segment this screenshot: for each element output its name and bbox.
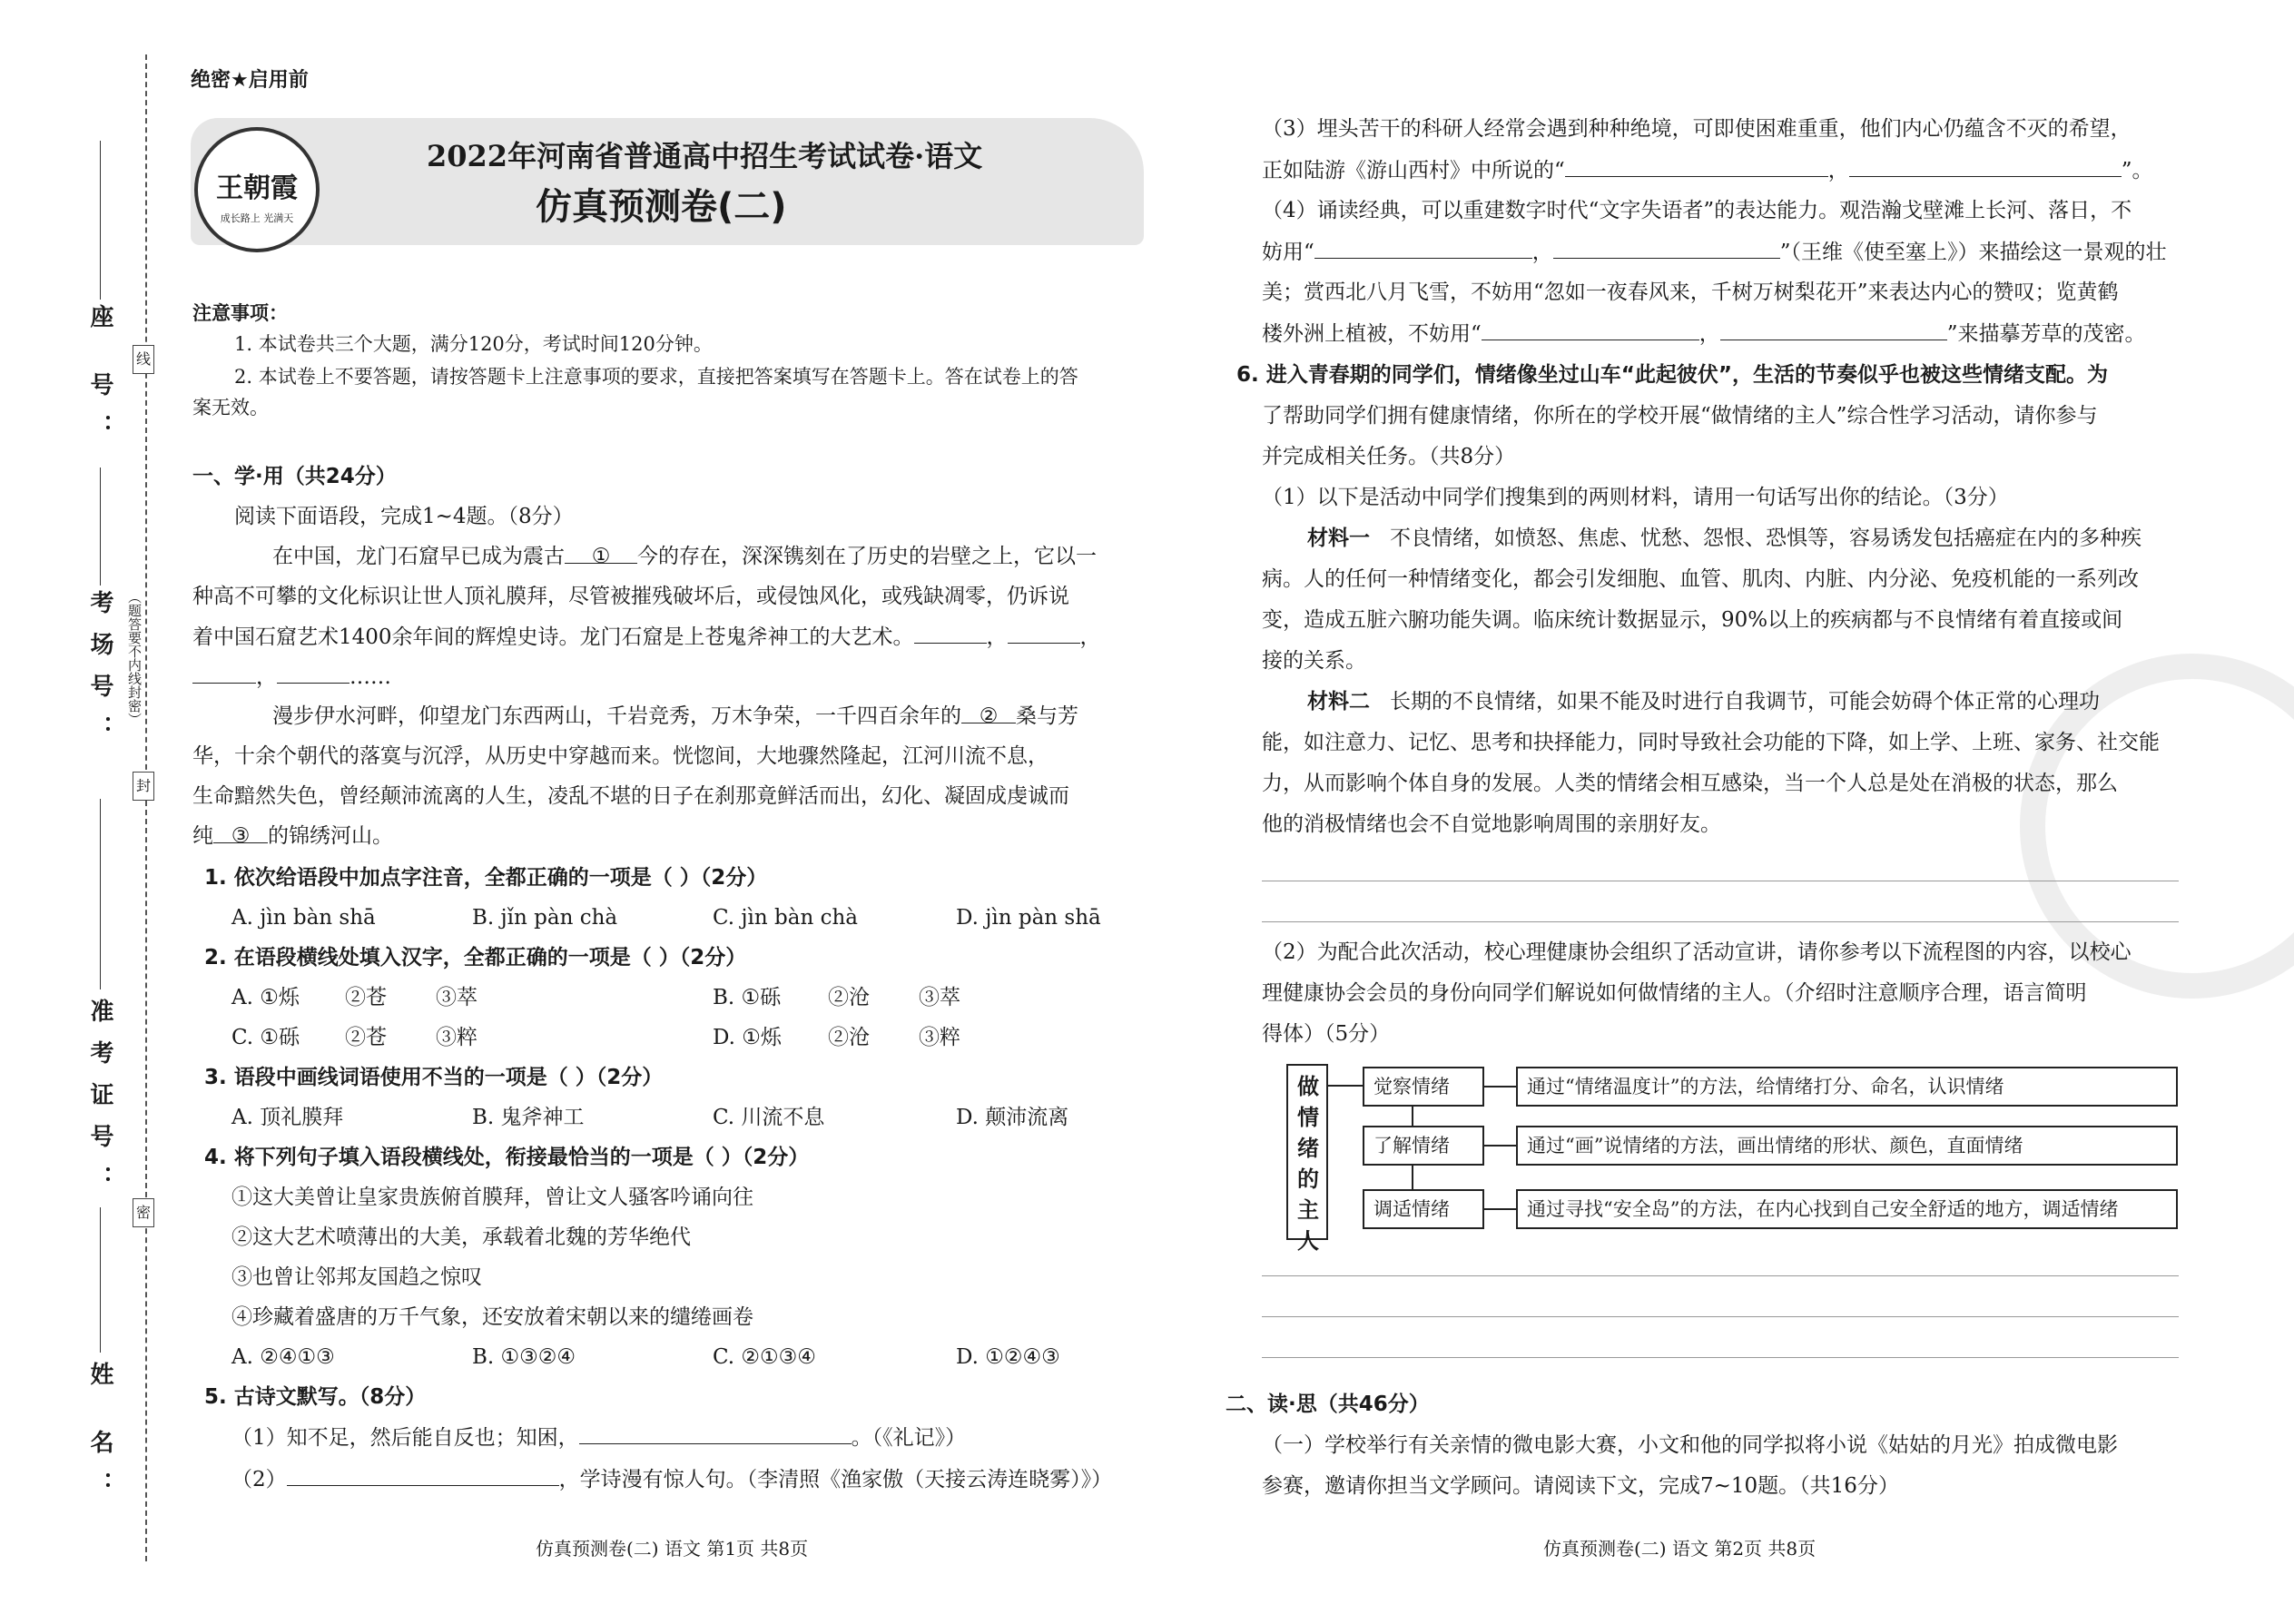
seal-char-secret: 密 bbox=[133, 1198, 154, 1227]
note-2a: 2. 本试卷上不要答题，请按答题卡上注意事项的要求，直接把答案填写在答题卡上。答在试卷上的答 bbox=[234, 366, 1078, 388]
question-4: 4. 将下列句子填入语段横线处，衔接最恰当的一项是（ ）（2分） bbox=[204, 1146, 810, 1169]
logo-tagline: 成长路上 光满天 bbox=[220, 212, 294, 224]
flow-step-aware: 觉察情绪 bbox=[1363, 1067, 1484, 1107]
q2-c-3: ③粹 bbox=[436, 1026, 478, 1049]
question-3: 3. 语段中画线词语使用不当的一项是（ ）（2分） bbox=[204, 1066, 664, 1089]
question-1: 1. 依次给语段中加点字注音，全都正确的一项是（ ）（2分） bbox=[204, 866, 768, 890]
q2-c-1: C. ①砾 bbox=[231, 1026, 300, 1049]
question-5: 5. 古诗文默写。（8分） bbox=[204, 1385, 427, 1409]
blank-1: ① bbox=[565, 541, 637, 564]
q5-3-line-1: （3）埋头苦干的科研人经常会遇到种种绝境，可即使困难重重，他们内心仍蕴含不灭的希望， bbox=[1262, 117, 2132, 141]
q1-option-c: C. jìn bàn chà bbox=[713, 906, 858, 930]
binding-dashed-line bbox=[145, 54, 147, 1561]
q5-4-line-4: 楼外洲上植被，不妨用“ ， ”来描摹芳草的茂密。 bbox=[1262, 318, 2146, 349]
q4-option-d: D. ①②④③ bbox=[956, 1345, 1060, 1369]
note-2b: 案无效。 bbox=[192, 397, 269, 418]
material-2-line-2: 能，如注意力、记忆、思考和抉择能力，同时导致社会功能的下降，如上学、上班、家务、社交能 bbox=[1262, 731, 2160, 754]
admission-label: 准考证号： bbox=[86, 999, 113, 1207]
brand-logo bbox=[194, 127, 320, 252]
q6-line-3: 并完成相关任务。（共8分） bbox=[1262, 445, 1516, 468]
q1-option-b: B. jǐn pàn chà bbox=[472, 906, 618, 930]
reading-intro: 阅读下面语段，完成1~4题。（8分） bbox=[234, 505, 574, 528]
passage-line-7: 生命黯然失色，曾经颠沛流离的人生，凌乱不堪的日子在刹那竟鲜活而出，幻化、凝固成虔诚而 bbox=[192, 784, 1069, 808]
q5-1: （1）知不足，然后能自反也；知困， 。（《礼记》） bbox=[231, 1422, 966, 1453]
notes-title: 注意事项： bbox=[192, 302, 288, 324]
blank-2: ② bbox=[961, 701, 1016, 723]
q2-d-1: D. ①烁 bbox=[713, 1026, 782, 1049]
name-field-line bbox=[100, 1207, 101, 1353]
footer-left: 仿真预测卷(二) 语文 第1页 共8页 bbox=[536, 1538, 809, 1560]
flow-arrow-right-2 bbox=[1484, 1145, 1516, 1147]
answer-line-5[interactable] bbox=[1262, 1357, 2179, 1358]
name-label: 姓 名： bbox=[86, 1362, 113, 1514]
confidential-tag: 绝密★启用前 bbox=[191, 69, 309, 92]
q2-a-2: ②苍 bbox=[345, 986, 387, 1009]
logo-text: 王朝霞 bbox=[216, 172, 298, 204]
exam-title: 2022年河南省普通高中招生考试试卷·语文 bbox=[427, 139, 983, 173]
q3-option-c: C. 川流不息 bbox=[713, 1106, 825, 1129]
q1-option-a: A. jìn bàn shā bbox=[231, 906, 376, 930]
material-1-line-2: 病。人的任何一种情绪变化，都会引发细胞、血管、肌肉、内脏、内分泌、免疫机能的一系列改 bbox=[1262, 567, 2139, 591]
note-1: 1. 本试卷共三个大题，满分120分，考试时间120分钟。 bbox=[234, 333, 713, 355]
q1-option-d: D. jìn pàn shā bbox=[956, 906, 1101, 930]
passage-line-6: 华，十余个朝代的落寞与沉浮，从历史中穿越而来。恍惚间，大地骤然隆起，江河川流不息， bbox=[192, 744, 1049, 768]
flow-connector-root bbox=[1326, 1085, 1363, 1087]
passage-line-4: ， …… bbox=[192, 661, 391, 693]
flow-arrow-right-1 bbox=[1484, 1086, 1516, 1088]
passage-line-8: 纯 ③ 的锦绣河山。 bbox=[192, 821, 393, 851]
section2-title: 二、读·思（共46分） bbox=[1226, 1393, 1430, 1416]
flow-root: 做情绪的主人 bbox=[1286, 1064, 1328, 1240]
seal-note: （题答要不内线封密） bbox=[126, 590, 143, 726]
answer-line-4[interactable] bbox=[1262, 1316, 2179, 1317]
q2-a-1: A. ①烁 bbox=[231, 986, 300, 1009]
q3-option-b: B. 鬼斧神工 bbox=[472, 1106, 585, 1129]
flow-arrow-down-1 bbox=[1412, 1107, 1413, 1126]
section2-intro-1: （一）学校举行有关亲情的微电影大赛，小文和他的同学拟将小说《姑姑的月光》拍成微电影 bbox=[1262, 1433, 2118, 1457]
q4-sentence-2: ②这大艺术喷薄出的大美，承载着北魏的芳华绝代 bbox=[231, 1225, 691, 1249]
q5-4-line-3: 美；赏西北八月飞雪，不妨用“忽如一夜春风来，千树万树梨花开”来表达内心的赞叹；览黄鹤 bbox=[1262, 281, 2119, 304]
q6-part-2-line-2: 理健康协会会员的身份向同学们解说如何做情绪的主人。（介绍时注意顺序合理，语言简明 bbox=[1262, 981, 2087, 1005]
flow-detail-1: 通过“情绪温度计”的方法，给情绪打分、命名，认识情绪 bbox=[1516, 1067, 2178, 1107]
question-2: 2. 在语段横线处填入汉字，全都正确的一项是（ ）（2分） bbox=[204, 946, 747, 969]
flow-arrow-right-3 bbox=[1484, 1208, 1516, 1210]
seal-char-line: 线 bbox=[133, 345, 154, 374]
passage-line-3: 着中国石窟艺术1400余年间的辉煌史诗。龙门石窟是上苍鬼斧神工的大艺术。 ， ， bbox=[192, 621, 1101, 653]
q3-option-a: A. 顶礼膜拜 bbox=[231, 1106, 344, 1129]
material-2-line-1: 材料二 长期的不良情绪，如果不能及时进行自我调节，可能会妨碍个体正常的心理功 bbox=[1307, 690, 2100, 714]
q3-option-d: D. 颠沛流离 bbox=[956, 1106, 1069, 1129]
material-1-line-4: 接的关系。 bbox=[1262, 649, 1366, 673]
question-6: 6. 进入青春期的同学们，情绪像坐过山车“此起彼伏”，生活的节奏似乎也被这些情绪支配。为 bbox=[1236, 363, 2108, 387]
q2-b-2: ②沧 bbox=[828, 986, 870, 1009]
q4-option-a: A. ②④①③ bbox=[231, 1345, 335, 1369]
q4-option-c: C. ②①③④ bbox=[713, 1345, 816, 1369]
q6-part-2-line-1: （2）为配合此次活动，校心理健康协会组织了活动宣讲，请你参考以下流程图的内容，以校心 bbox=[1262, 940, 2132, 964]
q6-part-1: （1）以下是活动中同学们搜集到的两则材料，请用一句话写出你的结论。（3分） bbox=[1262, 486, 2009, 509]
q6-line-2: 了帮助同学们拥有健康情绪，你所在的学校开展“做情绪的主人”综合性学习活动，请你参与 bbox=[1262, 404, 2098, 428]
q4-sentence-4: ④珍藏着盛唐的万千气象，还安放着宋朝以来的缱绻画卷 bbox=[231, 1305, 753, 1329]
blank-3: ③ bbox=[213, 821, 268, 843]
answer-line-2[interactable] bbox=[1262, 921, 2179, 922]
flow-detail-3: 通过寻找“安全岛”的方法，在内心找到自己安全舒适的地方，调适情绪 bbox=[1516, 1189, 2178, 1229]
q5-3-line-2: 正如陆游《游山西村》中所说的“ ， ”。 bbox=[1262, 154, 2153, 186]
q4-sentence-1: ①这大美曾让皇家贵族俯首膜拜，曾让文人骚客吟诵向往 bbox=[231, 1186, 753, 1209]
q2-b-3: ③萃 bbox=[919, 986, 960, 1009]
section1-title: 一、学·用（共24分） bbox=[192, 465, 397, 488]
q2-a-3: ③萃 bbox=[436, 986, 478, 1009]
seat-label: 座 号： bbox=[86, 304, 113, 457]
flow-step-adjust: 调适情绪 bbox=[1363, 1189, 1484, 1229]
passage-line-2: 种高不可攀的文化标识让世人顶礼膜拜，尽管被摧残破坏后，或侵蚀风化，或残缺凋零，仍诉说 bbox=[192, 585, 1069, 608]
q6-part-2-line-3: 得体）（5分） bbox=[1262, 1022, 1391, 1046]
material-1-line-1: 材料一 不良情绪，如愤怒、焦虑、忧愁、怨恨、恐惧等，容易诱发包括癌症在内的多种疾 bbox=[1307, 527, 2141, 550]
material-2-line-4: 他的消极情绪也会不自觉地影响周围的亲朋好友。 bbox=[1262, 812, 1721, 836]
q2-d-3: ③粹 bbox=[919, 1026, 960, 1049]
material-1-line-3: 变，造成五脏六腑功能失调。临床统计数据显示，90%以上的疾病都与不良情绪有着直接或间 bbox=[1262, 608, 2123, 632]
q2-b-1: B. ①砾 bbox=[713, 986, 782, 1009]
q4-sentence-3: ③也曾让邻邦友国趋之惊叹 bbox=[231, 1265, 482, 1289]
section2-intro-2: 参赛，邀请你担当文学顾问。请阅读下文，完成7~10题。（共16分） bbox=[1262, 1474, 1899, 1498]
flow-arrow-down-2 bbox=[1412, 1166, 1413, 1189]
admission-field-line bbox=[100, 799, 101, 989]
exam-room-label: 考场号： bbox=[86, 590, 113, 757]
seal-char-seal: 封 bbox=[133, 772, 154, 801]
passage-line-5: 漫步伊水河畔，仰望龙门东西两山，千岩竞秀，万木争荣，一千四百余年的 ② 桑与芳 bbox=[272, 701, 1078, 732]
exam-subtitle: 仿真预测卷(二) bbox=[536, 186, 787, 228]
q4-option-b: B. ①③②④ bbox=[472, 1345, 576, 1369]
q5-2: （2） ，学诗漫有惊人句。（李清照《渔家傲（天接云涛连晓雾）》） bbox=[231, 1463, 1112, 1495]
flow-detail-2: 通过“画”说情绪的方法，画出情绪的形状、颜色，直面情绪 bbox=[1516, 1126, 2178, 1166]
q5-4-line-2: 妨用“ ， ”（王维《使至塞上》）来描绘这一景观的壮 bbox=[1262, 236, 2167, 268]
answer-line-3[interactable] bbox=[1262, 1275, 2179, 1276]
passage-line-1: 在中国，龙门石窟早已成为震古 ① 今的存在，深深镌刻在了历史的岩壁之上，它以一 bbox=[272, 541, 1097, 572]
seat-field-line bbox=[100, 141, 101, 300]
flow-step-understand: 了解情绪 bbox=[1363, 1126, 1484, 1166]
material-2-line-3: 力，从而影响个体自身的发展。人类的情绪会相互感染，当一个人总是处在消极的状态，那么 bbox=[1262, 772, 2118, 795]
footer-right: 仿真预测卷(二) 语文 第2页 共8页 bbox=[1543, 1538, 1816, 1560]
q2-c-2: ②苍 bbox=[345, 1026, 387, 1049]
q5-4-line-1: （4）诵读经典，可以重建数字时代“文字失语者”的表达能力。观浩瀚戈壁滩上长河、落日，不 bbox=[1262, 199, 2132, 222]
q2-d-2: ②沧 bbox=[828, 1026, 870, 1049]
exam-room-field-line bbox=[100, 468, 101, 586]
